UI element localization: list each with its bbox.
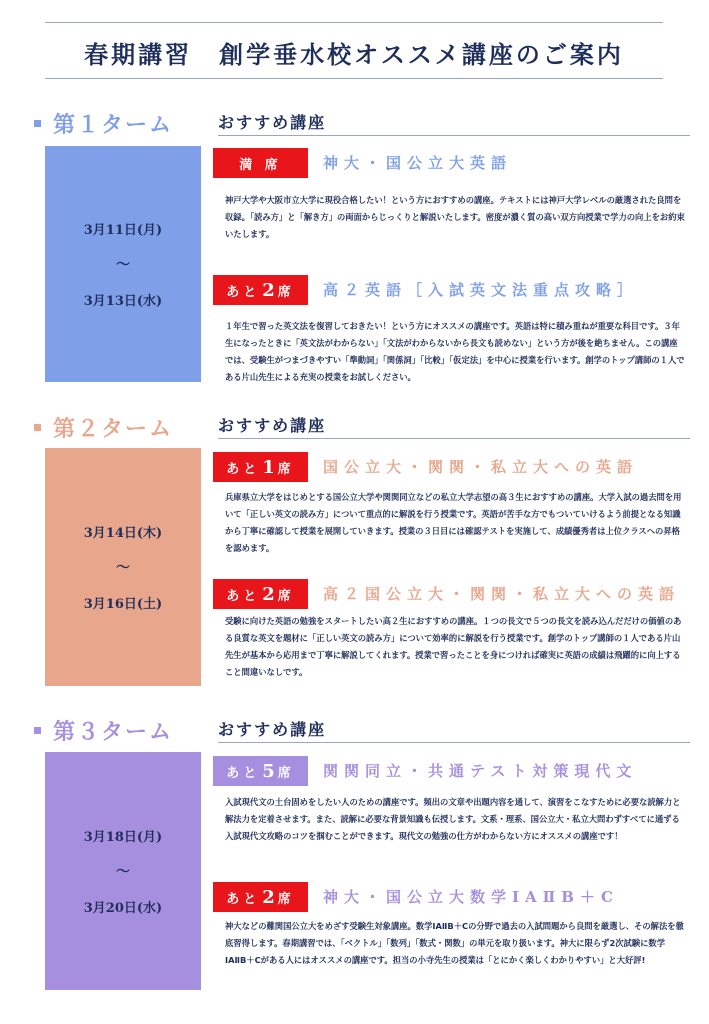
recommend-underline (218, 135, 690, 136)
square-bullet-icon (34, 120, 41, 127)
course-name: 関関同立・共通テスト対策現代文 (323, 762, 638, 780)
page-header (45, 22, 663, 79)
badge-text: あと (226, 891, 261, 907)
badge-text: あと (226, 461, 261, 477)
term-2-name: 第２ターム (53, 416, 174, 442)
course-row[interactable] (213, 452, 693, 482)
term-1-start-date: 3月11日(月) (83, 223, 163, 238)
term-2-start-date: 3月14日(木) (83, 526, 163, 541)
seat-badge (213, 275, 308, 305)
badge-seat-count: 2 (262, 583, 276, 605)
term-1-end-date: 3月13日(水) (83, 294, 163, 309)
recommend-label: おすすめ講座 (218, 416, 327, 435)
recommend-label: おすすめ講座 (218, 113, 327, 132)
term-2-end-date: 3月16日(土) (83, 597, 163, 612)
badge-text: 席 (277, 284, 295, 300)
badge-seat-count: 2 (262, 886, 276, 908)
badge-seat-count: 2 (262, 279, 276, 301)
badge-text: 席 (277, 765, 295, 781)
course-row[interactable] (213, 579, 693, 609)
course-description: １年生で習った英文法を復習しておきたい！という方にオススメの講座です。英語は特に積み重ねが重要な科目です。３年生になったときに「英文法がわからない」「文法がわからないから長文も読めない」という方が後を絶ちません。この講座では、受験生がつまづきやすい「準動詞」「関係詞」「比較」「仮定法」を中心に授業を行います。創学のトップ講師の１人である片山先生による充実の授業をお試しください。 (225, 321, 685, 382)
term-3-end-date: 3月20日(水) (83, 901, 163, 916)
course-description: 兵庫県立大学をはじめとする国公立大学や関関同立などの私立大学志望の高３生におすすめの講座。大学入試の過去問を用いて「正しい英文の読み方」について重点的に解説を行う授業です。英語が苦手な方でもついていけるよう前提となる知識から丁寧に確認して授業を展開していきます。授業の３日目には確認テストを実施して、成績優秀者は上位クラスへの昇格を認めます。 (225, 492, 682, 553)
badge-text: 席 (277, 461, 295, 477)
term-2-heading (34, 412, 173, 443)
course-description: 入試現代文の土台固めをしたい人のための講座です。頻出の文章や出題内容を通して、演習をこなすために必要な読解力と解法力を定着させます。また、読解に必要な背景知識も伝授します。文系・理系、国公立大・私立大問わずすべてに通ずる入試現代文攻略のコツを掴むことができます。現代文の勉強の仕方がわからない方にオススメの講座です！ (225, 797, 681, 841)
badge-seat-count: 5 (262, 760, 276, 782)
course-name: 高２国公立大・関関・私立大への英語 (323, 585, 681, 603)
course-row[interactable] (213, 275, 693, 305)
badge-text: 満 席 (239, 157, 282, 173)
term-3-start-date: 3月18日(月) (83, 830, 163, 845)
term-3-date-box (45, 752, 201, 990)
seat-badge (213, 882, 308, 912)
badge-text: あと (226, 765, 261, 781)
term-3-heading (34, 715, 173, 746)
course-name: 神大・国公立大英語 (323, 154, 513, 172)
seat-badge (213, 452, 308, 482)
seat-badge (213, 756, 308, 786)
term-2-recommend-heading (218, 413, 690, 436)
course-row[interactable] (213, 882, 693, 912)
seat-badge (213, 579, 308, 609)
term-2-date-box (45, 448, 201, 686)
course-name: 国公立大・関関・私立大への英語 (323, 458, 639, 476)
course-description: 受験に向けた英語の勉強をスタートしたい高２生におすすめの講座。１つの長文で５つの長文を読み込んだだけの価値のある良質な英文を題材に「正しい英文の読み方」について効率的に解説を行う授業です。創学のトップ講師の１人である片山先生が基本から応用まで丁寧に解説してくれます。授業で習ったことを身につければ確実に英語の成績は飛躍的に向上すること間違いなしです。 (225, 616, 682, 677)
course-name: 神大・国公立大数学ⅠAⅡB＋C (323, 888, 619, 906)
page-title: 春期講習 創学垂水校オススメ講座のご案内 (84, 40, 624, 69)
square-bullet-icon (34, 424, 41, 431)
badge-seat-count: 1 (262, 456, 276, 478)
term-1-date-box (45, 146, 201, 382)
term-1-recommend-heading (218, 110, 690, 133)
term-3-tilde: 〜 (116, 864, 130, 880)
course-row[interactable] (213, 148, 693, 178)
term-3-name: 第３ターム (53, 719, 174, 745)
recommend-underline (218, 742, 690, 743)
course-description: 神大などの難関国公立大をめざす受験生対象講座。数学ⅠAⅡB＋Cの分野で過去の入試問題から良問を厳選し、その解法を徹底習得します。春期講習では、「ベクトル」「数列」「数式・関数」の単元を取り扱います。神大に限らず2次試験に数学ⅠAⅡB＋Cがある人にはオススメの講座です。担当の小寺先生の授業は「とにかく楽しくわかりやすい」と大好評! (225, 921, 684, 965)
header-bottom-rule (45, 78, 663, 79)
seat-badge (213, 148, 308, 178)
course-row[interactable] (213, 756, 693, 786)
square-bullet-icon (34, 727, 41, 734)
term-3-recommend-heading (218, 717, 690, 740)
term-1-name: 第１ターム (53, 112, 174, 138)
term-1-tilde: 〜 (116, 257, 130, 273)
course-name: 高２英語［入試英文法重点攻略］ (323, 281, 639, 299)
header-top-rule (45, 22, 663, 23)
badge-text: 席 (277, 588, 295, 604)
recommend-label: おすすめ講座 (218, 720, 327, 739)
badge-text: 席 (277, 891, 295, 907)
badge-text: あと (226, 284, 261, 300)
recommend-underline (218, 438, 690, 439)
term-1-heading (34, 108, 173, 139)
course-description: 神戸大学や大阪市立大学に現役合格したい！という方におすすめの講座。テキストには神戸大学レベルの厳選された良問を収録。「読み方」と「解き方」の両面からじっくりと解説いたします。密度が濃く質の高い双方向授業で学力の向上をお約束いたします。 (225, 195, 685, 239)
badge-text: あと (226, 588, 261, 604)
term-2-tilde: 〜 (116, 560, 130, 576)
